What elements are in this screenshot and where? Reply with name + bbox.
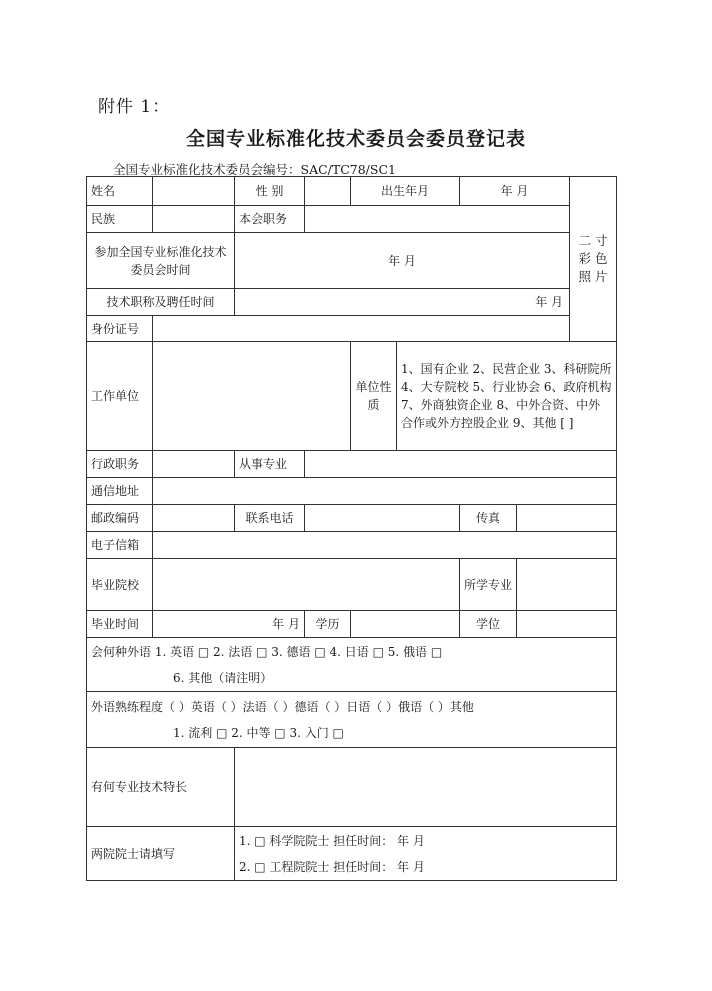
photo-text-3: 照 片 <box>578 269 608 284</box>
postcode-label: 邮政编码 <box>87 505 153 532</box>
address-field[interactable] <box>153 478 617 505</box>
skill-label: 有何专业技术特长 <box>87 748 235 827</box>
form-title: 全国专业标准化技术委员会委员登记表 <box>185 128 526 150</box>
registration-table <box>86 176 617 881</box>
degree-label: 学位 <box>460 611 517 638</box>
email-label: 电子信箱 <box>87 532 153 559</box>
proficiency-line-1[interactable]: 外语熟练程度（ ）英语（ ）法语（ ）德语（ ）日语（ ）俄语（ ）其他 <box>91 699 474 714</box>
academician-label: 两院院士请填写 <box>87 827 235 881</box>
specialty-field[interactable] <box>305 451 617 478</box>
proficiency-row <box>87 692 617 748</box>
academician-line-1[interactable]: 1. □ 科学院院士 担任时间： 年 月 <box>239 833 425 848</box>
fax-field[interactable] <box>517 505 617 532</box>
name-field[interactable] <box>153 177 235 206</box>
degree-field[interactable] <box>517 611 617 638</box>
position-label: 本会职务 <box>235 206 305 233</box>
committee-code: 全国专业标准化技术委员会编号：SAC/TC78/SC1 <box>113 162 396 177</box>
birth-label: 出生年月 <box>351 177 460 206</box>
language-options-line-1[interactable]: 会何种外语 1. 英语 □ 2. 法语 □ 3. 德语 □ 4. 日语 □ 5. 俄语 □ <box>91 644 443 659</box>
address-label: 通信地址 <box>87 478 153 505</box>
major-field[interactable] <box>517 559 617 611</box>
ethnicity-field[interactable] <box>153 206 235 233</box>
grad-time-field[interactable]: 年 月 <box>153 611 305 638</box>
title-time-label: 技术职称及聘任时间 <box>87 289 235 316</box>
work-unit-label: 工作单位 <box>87 342 153 451</box>
id-field[interactable] <box>153 316 570 342</box>
attachment-label: 附件 1： <box>98 97 171 117</box>
name-label: 姓名 <box>87 177 153 206</box>
specialty-label: 从事专业 <box>235 451 305 478</box>
admin-position-label: 行政职务 <box>87 451 153 478</box>
phone-field[interactable] <box>305 505 460 532</box>
skill-field[interactable] <box>235 748 617 827</box>
language-options-line-2[interactable]: 6. 其他（请注明） <box>173 670 273 685</box>
proficiency-line-2[interactable]: 1. 流利 □ 2. 中等 □ 3. 入门 □ <box>173 725 344 740</box>
birth-field[interactable]: 年 月 <box>460 177 570 206</box>
photo-text-2: 彩 色 <box>578 251 608 266</box>
id-label: 身份证号 <box>87 316 153 342</box>
school-label: 毕业院校 <box>87 559 153 611</box>
position-field[interactable] <box>305 206 570 233</box>
fax-label: 传真 <box>460 505 517 532</box>
admin-position-field[interactable] <box>153 451 235 478</box>
academician-line-2[interactable]: 2. □ 工程院院士 担任时间： 年 月 <box>239 859 425 874</box>
photo-text-1: 二 寸 <box>578 233 608 248</box>
grad-time-label: 毕业时间 <box>87 611 153 638</box>
email-field[interactable] <box>153 532 617 559</box>
join-time-label: 参加全国专业标准化技术委员会时间 <box>87 233 235 289</box>
major-label: 所学专业 <box>460 559 517 611</box>
gender-field[interactable] <box>305 177 351 206</box>
work-unit-field[interactable] <box>153 342 351 451</box>
photo-box <box>570 177 617 342</box>
phone-label: 联系电话 <box>235 505 305 532</box>
academician-field <box>235 827 617 881</box>
ethnicity-label: 民族 <box>87 206 153 233</box>
education-label: 学历 <box>305 611 351 638</box>
title-time-field[interactable]: 年 月 <box>235 289 570 316</box>
gender-label: 性 别 <box>235 177 305 206</box>
join-time-field[interactable]: 年 月 <box>235 233 570 289</box>
postcode-field[interactable] <box>153 505 235 532</box>
unit-nature-options[interactable]: 1、国有企业 2、民营企业 3、科研院所 4、大专院校 5、行业协会 6、政府机构 7、外商独资企业 8、中外合资、中外合作或外方控股企业 9、其他 [ ] <box>397 342 617 451</box>
education-field[interactable] <box>351 611 460 638</box>
language-row <box>87 638 617 692</box>
school-field[interactable] <box>153 559 460 611</box>
unit-nature-label: 单位性质 <box>351 342 397 451</box>
